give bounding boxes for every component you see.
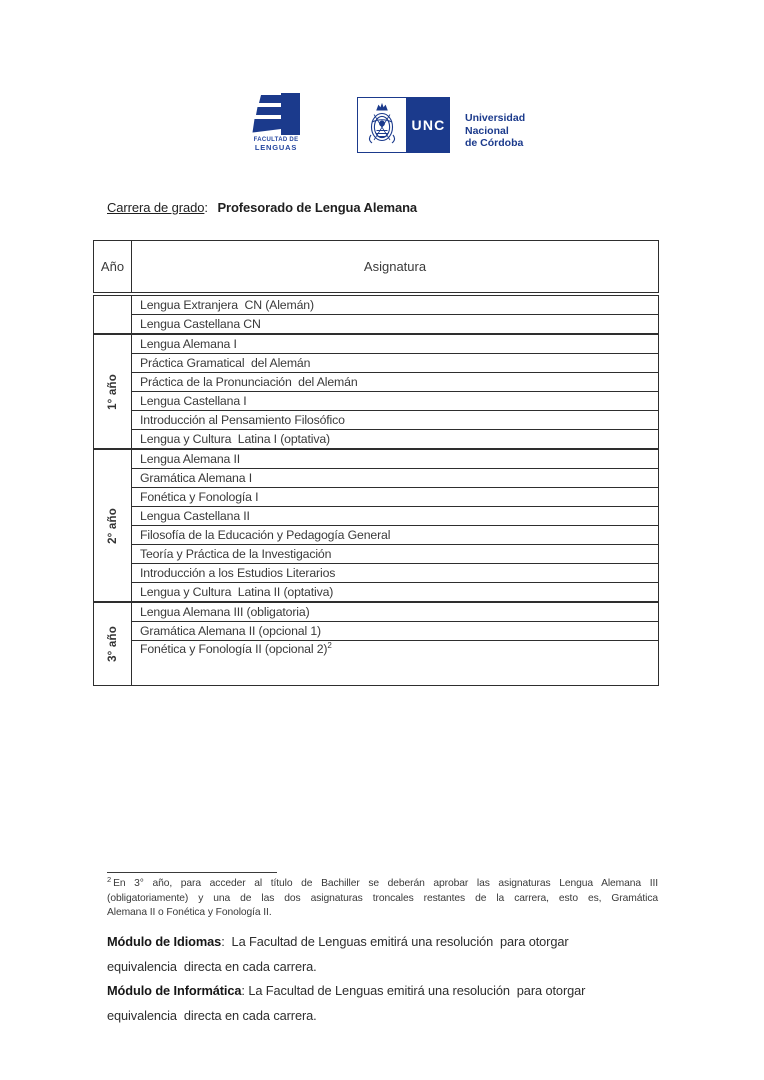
table-row [94,373,659,392]
footnote-marker: 2 [107,874,112,884]
curriculum-table-header [93,240,659,293]
unc-name-line2: Nacional [465,124,509,137]
year-cell [94,296,132,335]
facultad-lenguas-logo [245,93,307,151]
unc-acronym-text: UNC [411,117,446,133]
subject-cell: Lengua y Cultura Latina I (optativa) [132,430,659,450]
year-label: 1° año [106,373,119,410]
year-cell [94,602,132,686]
table-row [94,641,659,686]
unc-name-line1: Universidad [465,112,526,124]
table-row [94,564,659,583]
table-row [94,296,659,315]
module-note-text: : La Facultad de Lenguas emitirá una resolución para otorgar [221,934,569,949]
subject-cell: Lengua Extranjera CN (Alemán) [132,296,659,315]
subject-header-cell: Asignatura [132,241,659,293]
table-row [94,354,659,373]
unc-name-line3: de Córdoba [465,137,524,149]
subject-cell: Gramática Alemana I [132,469,659,488]
module-note-text-line2: equivalencia directa en cada carrera. [107,958,317,974]
unc-crest-icon [365,102,399,148]
footnote-line: $^2$ En 3° año, para acceder al título de Bachiller se deberán aprobar las asignaturas Lengua Alemana III [107,874,658,889]
table-row [94,526,659,545]
title-value: Profesorado de Lengua Alemana [217,200,418,215]
module-notes [107,930,659,1028]
subject-cell: Lengua Alemana III (obligatoria) [132,602,659,622]
table-row [94,469,659,488]
subject-cell: Lengua Castellana CN [132,315,659,335]
table-row [94,315,659,335]
title-colon: : [204,200,208,215]
footnote-reference: 2 [327,640,332,650]
facultad-wordmark-line1: FACULTAD DE [253,137,299,143]
title-label: Carrera de grado [107,200,205,215]
subject-cell: Introducción a los Estudios Literarios [132,564,659,583]
footnote-line: (obligatoriamente) y una de las dos asignaturas troncales restantes de la carrera, esto es, Gramática [107,892,658,904]
subject-cell: Filosofía de la Educación y Pedagogía General [132,526,659,545]
subject-cell: Práctica Gramatical del Alemán [132,354,659,373]
facultad-wordmark-line2: LENGUAS [254,143,298,152]
year-label: 3° año [106,626,119,662]
table-row [94,583,659,603]
facultad-lenguas-mark-icon [252,93,300,135]
module-note [107,930,659,979]
table-row [94,334,659,354]
document-title [107,200,417,215]
unc-crest-box [357,97,407,153]
subject-cell: Introducción al Pensamiento Filosófico [132,411,659,430]
subject-cell: Práctica de la Pronunciación del Alemán [132,373,659,392]
footnote-separator [107,872,277,873]
facultad-lenguas-wordmark [245,137,307,151]
subject-cell: Teoría y Práctica de la Investigación [132,545,659,564]
header-row [94,241,659,293]
unc-name [465,97,525,150]
table-row [94,392,659,411]
table-row [94,430,659,450]
year-cell [94,449,132,602]
module-note-text: : La Facultad de Lenguas emitirá una resolución para otorgar [241,983,586,998]
table-row [94,602,659,622]
table-row [94,488,659,507]
table-row [94,507,659,526]
table-row [94,545,659,564]
table-row [94,449,659,469]
curriculum-table-body [93,295,659,686]
module-note-label: Módulo de Idiomas [107,934,222,949]
subject-cell: Lengua y Cultura Latina II (optativa) [132,583,659,603]
year-cell [94,334,132,449]
module-note-label: Módulo de Informática [107,983,242,998]
year-label: 2° año [106,507,119,544]
unc-logo [357,97,525,153]
subject-cell: Lengua Castellana I [132,392,659,411]
subject-cell: Fonética y Fonología I [132,488,659,507]
subject-cell: Lengua Alemana II [132,449,659,469]
subject-cell: Lengua Castellana II [132,507,659,526]
year-header-cell: Año [94,241,132,293]
table-row [94,411,659,430]
curriculum-table [93,240,659,686]
footnote [107,874,658,921]
unc-acronym-box [407,97,450,153]
footnote-line: Alemana II o Fonética y Fonología II. [107,907,272,919]
subject-cell: Fonética y Fonología II (opcional 2)$^2$ [132,641,659,686]
subject-cell: Gramática Alemana II (opcional 1) [132,622,659,641]
module-note [107,979,659,1028]
subject-cell: Lengua Alemana I [132,334,659,354]
table-row [94,622,659,641]
module-note-text-line2: equivalencia directa en cada carrera. [107,1007,317,1023]
